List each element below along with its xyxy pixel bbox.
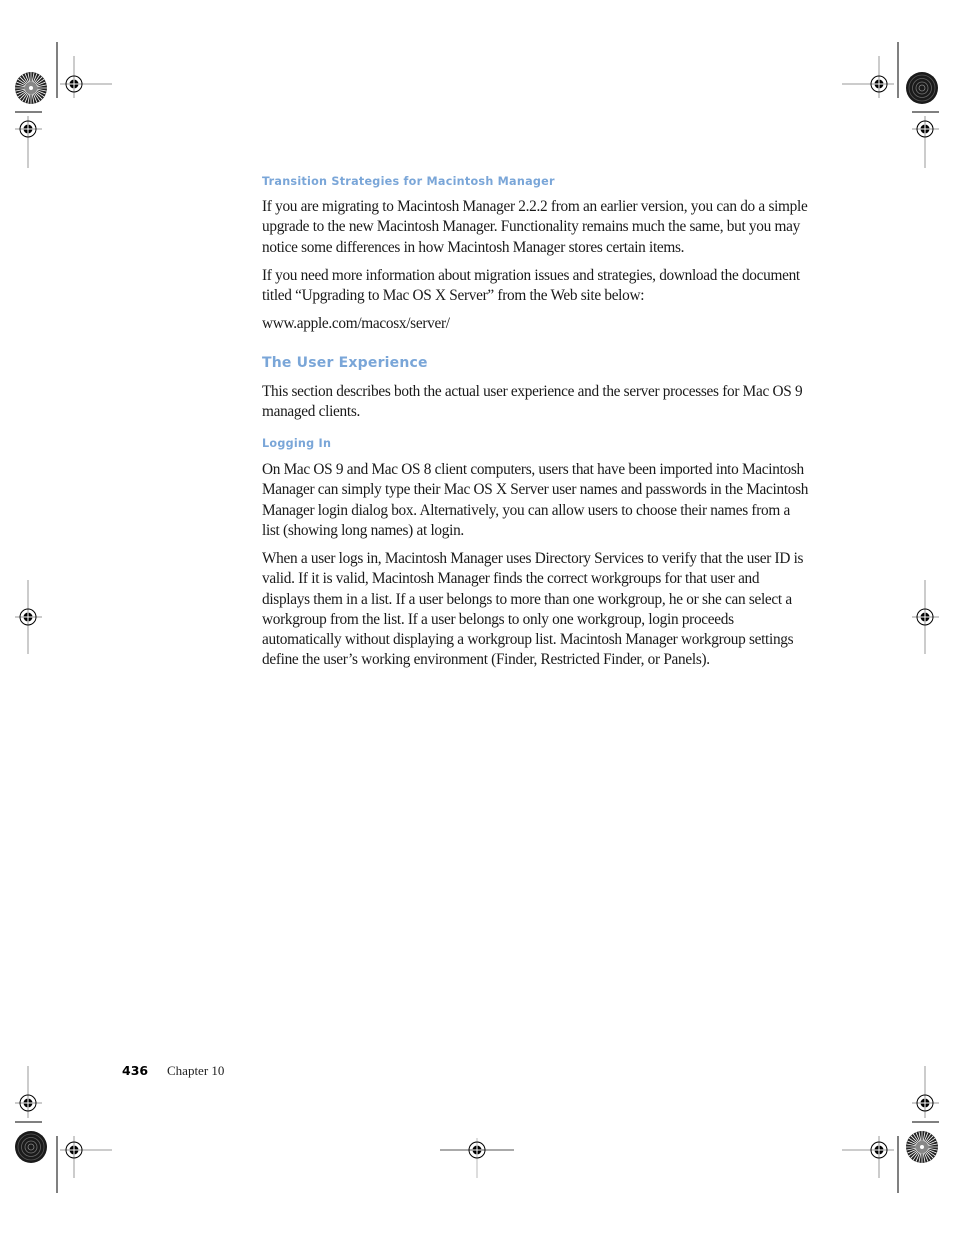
paragraph-login-clients: On Mac OS 9 and Mac OS 8 client computers, users that have been imported into Macintosh Manager can simply type their Mac OS X Server user names and passwords in the Macintosh Manager login dialog box. Alternatively, you can allow users to choose their names from a list (showing long names) at login.: [262, 461, 809, 539]
section-heading-transition-strategies: Transition Strategies for Macintosh Manager: [262, 175, 555, 188]
section-heading-user-experience: The User Experience: [262, 355, 428, 371]
section-heading-logging-in: Logging In: [262, 437, 332, 450]
paragraph-login-process: When a user logs in, Macintosh Manager uses Directory Services to verify that the user ID is valid. If it is valid, Macintosh Manager finds the correct workgroups for that user and displays them in a list. If a user belongs to more than one workgroup, he or she can select a workgroup from the list. If a user belongs to only one workgroup, login proceeds automatically without displaying a workgroup list. Macintosh Manager workgroup settings define the user’s working environment (Finder, Restricted Finder, or Panels).: [262, 550, 804, 669]
page-number: 436: [122, 1063, 149, 1078]
chapter-label: Chapter 10: [167, 1063, 225, 1078]
paragraph-migration-upgrade: If you are migrating to Macintosh Manager 2.2.2 from an earlier version, you can do a simple upgrade to the new Macintosh Manager. Functionality remains much the same, but you may notice some differences in how Macintosh Manager stores certain items.: [262, 198, 808, 256]
paragraph-user-experience: This section describes both the actual user experience and the server processes for Mac OS 9 managed clients.: [262, 383, 803, 421]
paragraph-migration-info: If you need more information about migration issues and strategies, download the document titled “Upgrading to Mac OS X Server” from the Web site below:: [262, 267, 800, 305]
url-text: www.apple.com/macosx/server/: [262, 315, 450, 332]
